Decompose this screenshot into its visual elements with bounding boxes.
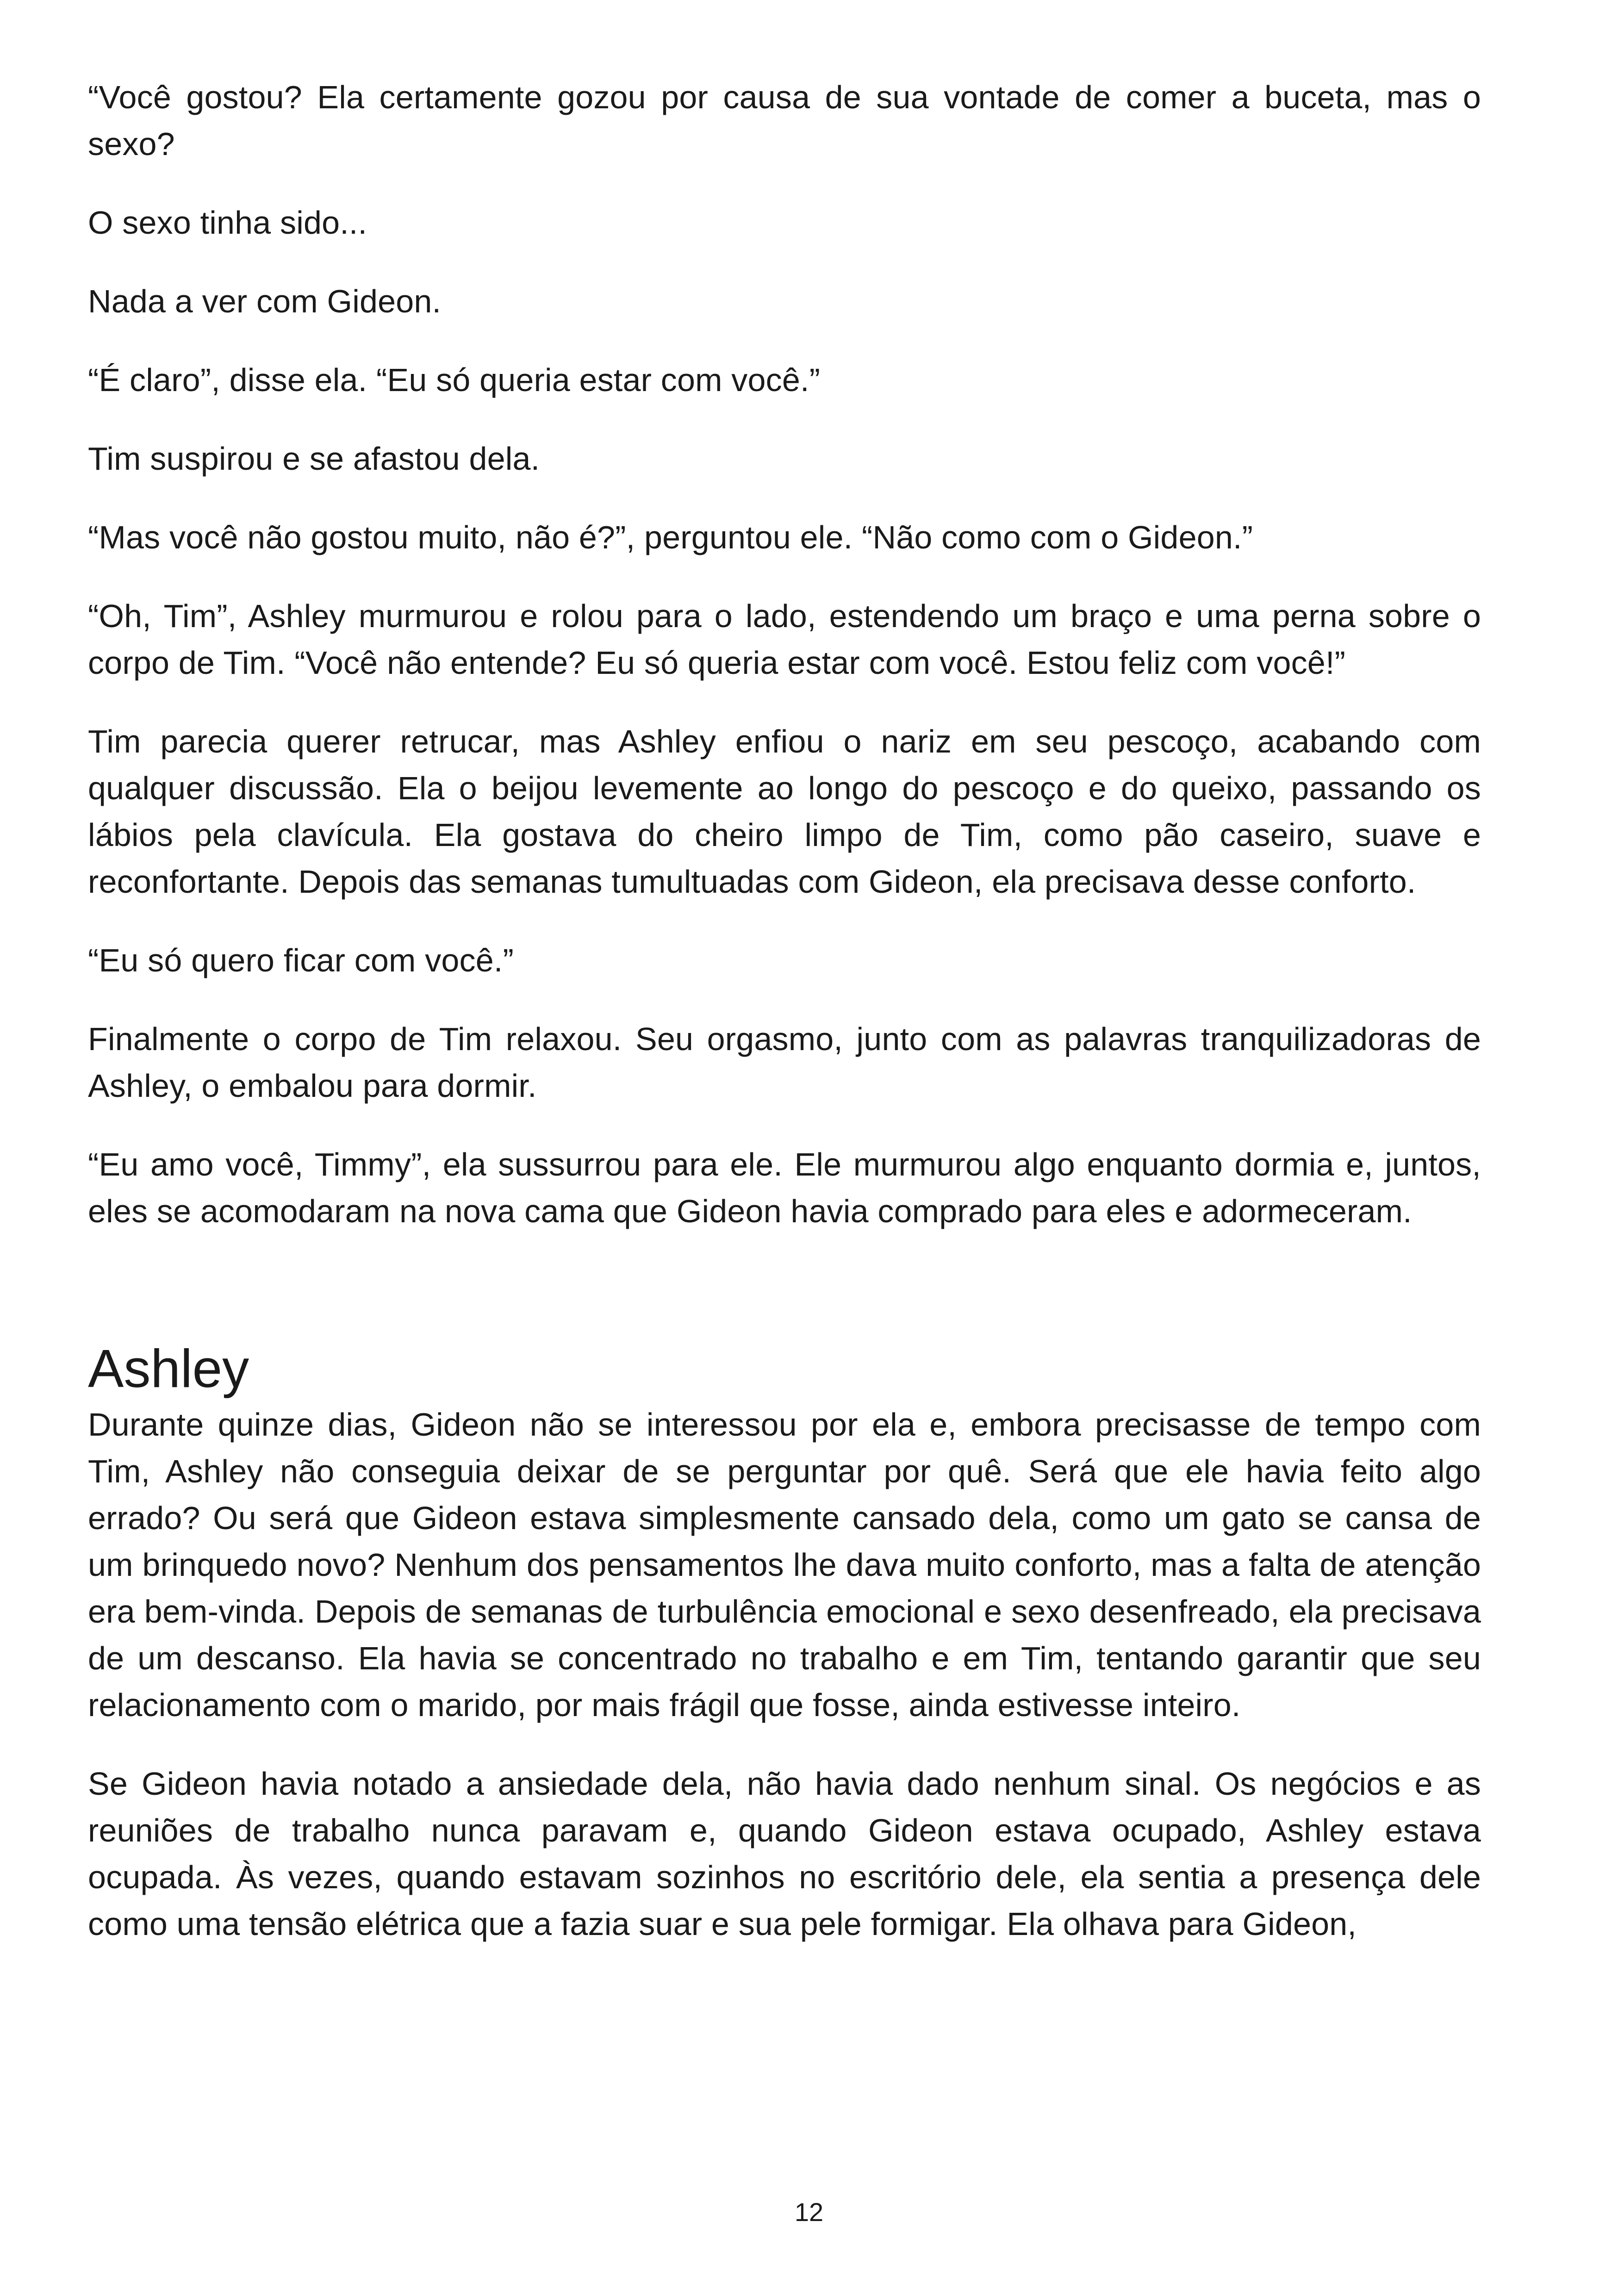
- paragraph: Tim suspirou e se afastou dela.: [88, 441, 540, 477]
- paragraph: Finalmente o corpo de Tim relaxou. Seu orgasmo, junto com as palavras tranquilizadoras de Ashley, o embalou para dormir.: [88, 1021, 1481, 1104]
- paragraph: Nada a ver com Gideon.: [88, 283, 442, 319]
- paragraph: “É claro”, disse ela. “Eu só queria estar com você.”: [88, 362, 821, 398]
- paragraph: Durante quinze dias, Gideon não se interessou por ela e, embora precisasse de tempo com Tim, Ashley não conseguia deixar de se perguntar por quê. Será que ele havia feito algo errado? Ou será que Gideon estava simplesmente cansado dela, como um gato se cansa de um brinquedo novo? Nenhum dos pensamentos lhe dava muito conforto, mas a falta de atenção era bem-vinda. Depois de semanas de turbulência emocional e sexo desenfreado, ela precisava de um descanso. Ela havia se concentrado no trabalho e em Tim, tentando garantir que seu relacionamento com o marido, por mais frágil que fosse, ainda estivesse inteiro.: [88, 1406, 1481, 1723]
- paragraph: “Eu só quero ficar com você.”: [88, 942, 514, 978]
- page-body: [88, 74, 1481, 1948]
- paragraph: “Oh, Tim”, Ashley murmurou e rolou para o lado, estendendo um braço e uma perna sobre o corpo de Tim. “Você não entende? Eu só queria estar com você. Estou feliz com você!”: [88, 598, 1481, 681]
- paragraph: “Eu amo você, Timmy”, ela sussurrou para ele. Ele murmurou algo enquanto dormia e, juntos, eles se acomodaram na nova cama que Gideon havia comprado para eles e adormeceram.: [88, 1146, 1481, 1229]
- paragraph: O sexo tinha sido...: [88, 205, 367, 241]
- section-heading: Ashley: [88, 1338, 249, 1399]
- paragraph: Se Gideon havia notado a ansiedade dela, não havia dado nenhum sinal. Os negócios e as reuniões de trabalho nunca paravam e, quando Gideon estava ocupado, Ashley estava ocupada. Às vezes, quando estavam sozinhos no escritório dele, ela sentia a presença dele como uma tensão elétrica que a fazia suar e sua pele formigar. Ela olhava para Gideon,: [88, 1766, 1481, 1942]
- paragraph: “Você gostou? Ela certamente gozou por causa de sua vontade de comer a buceta, mas o sexo?: [88, 79, 1481, 162]
- page-number: 12: [794, 2197, 824, 2227]
- paragraph: “Mas você não gostou muito, não é?”, perguntou ele. “Não como com o Gideon.”: [88, 519, 1253, 555]
- paragraph: Tim parecia querer retrucar, mas Ashley enfiou o nariz em seu pescoço, acabando com qualquer discussão. Ela o beijou levemente ao longo do pescoço e do queixo, passando os lábios pela clavícula. Ela gostava do cheiro limpo de Tim, como pão caseiro, suave e reconfortante. Depois das semanas tumultuadas com Gideon, ela precisava desse conforto.: [88, 723, 1481, 900]
